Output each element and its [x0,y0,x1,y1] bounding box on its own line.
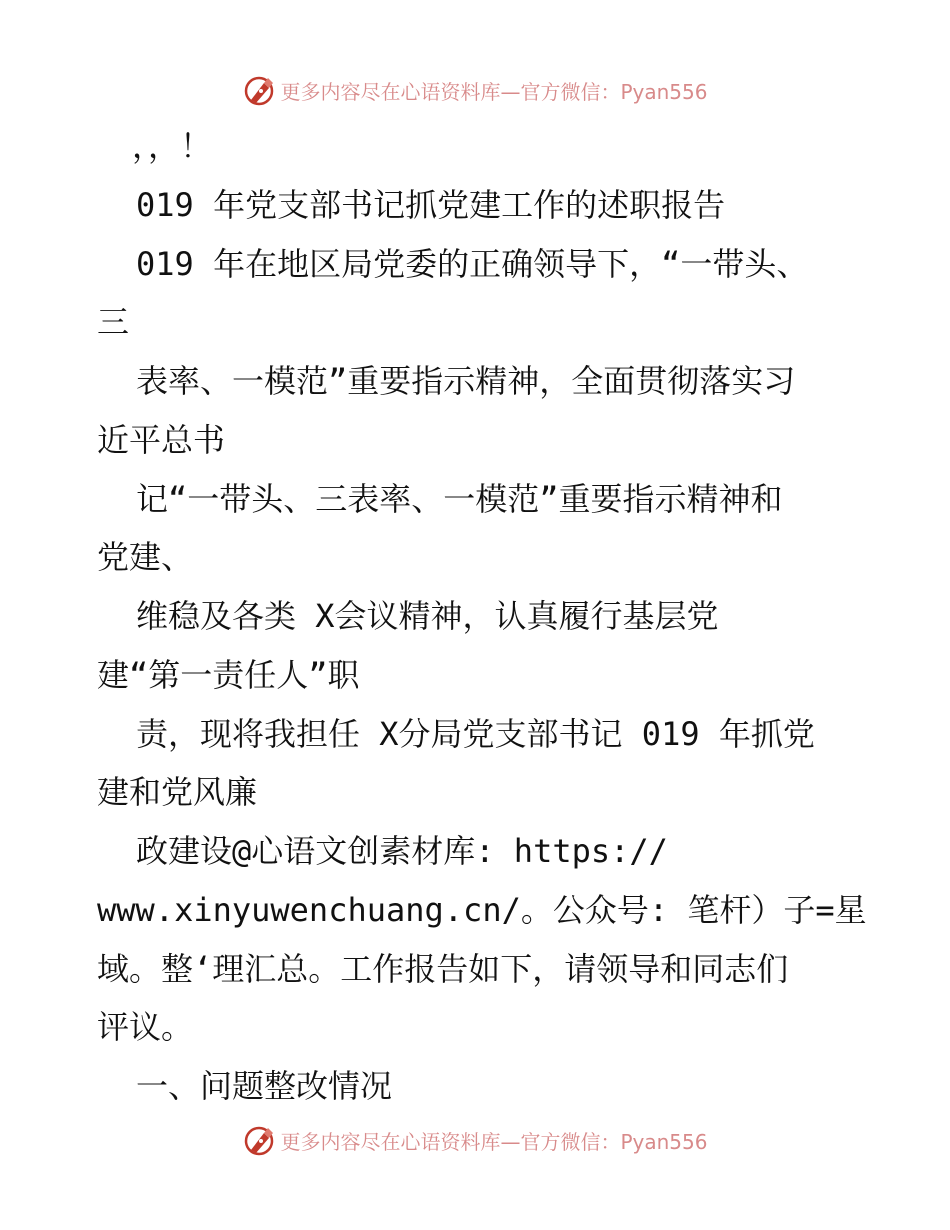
text-line: 建“第一责任人”职 [97,656,360,694]
watermark-text: 更多内容尽在心语资料库—官方微信：Pyan556 [280,79,708,104]
text-line: 维稳及各类 X会议精神，认真履行基层党 [136,597,719,635]
text-line: 019 年在地区局党委的正确领导下，“一带头、 [136,245,809,283]
section-heading: 一、问题整改情况 [136,1067,393,1105]
text-line: 表率、一模范”重要指示精神，全面贯彻落实习 [136,362,796,400]
text-line: 评议。 [97,1008,194,1046]
watermark-banner-bottom [0,1120,950,1160]
text-line: 政建设@心语文创素材库: https:// [136,832,668,870]
text-line: 记“一带头、三表率、一模范”重要指示精神和 [136,480,783,518]
watermark-text: 更多内容尽在心语资料库—官方微信：Pyan556 [280,1129,708,1154]
fountain-pen-logo-icon [242,1123,276,1157]
text-line: 党建、 [97,538,194,576]
text-line: 域。整‘理汇总。工作报告如下，请领导和同志们 [97,950,789,988]
text-line: 责，现将我担任 X分局党支部书记 019 年抓党 [136,715,815,753]
text-line: ，，！ [132,127,213,165]
text-line: 三 [97,303,130,341]
document-title: 019 年党支部书记抓党建工作的述职报告 [136,186,726,224]
text-line: www.xinyuwenchuang.cn/。公众号: 笔杆）子=星 [97,891,867,929]
text-line: 近平总书 [97,421,226,459]
text-line: 建和党风廉 [97,773,258,811]
